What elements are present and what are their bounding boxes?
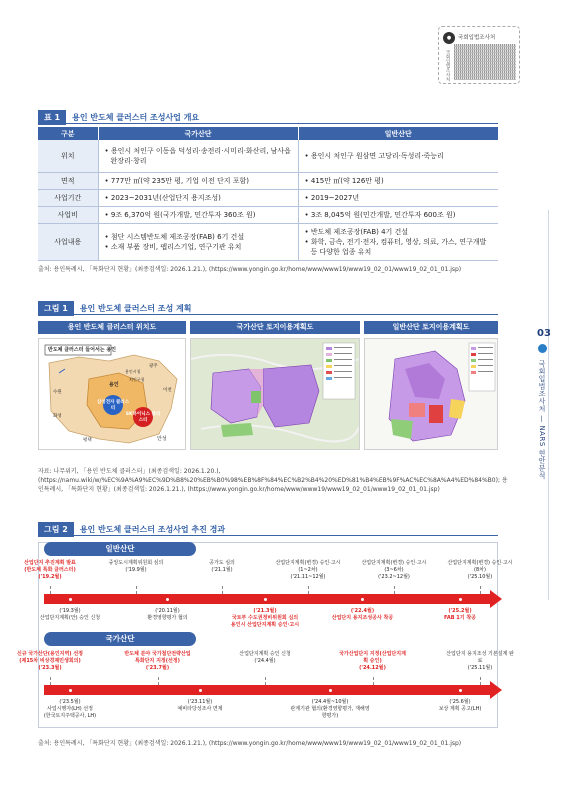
bullet-icon: • [104, 176, 111, 185]
map-pyeongtaek: 평택 [83, 438, 92, 443]
bullet-text: 반도체 제조공장(FAB) 4기 건설 [310, 227, 409, 236]
national-event-bottom: ('25.6월) 보상 계획 공고(LH) [438, 699, 482, 712]
national-milestone-dot-icon [328, 688, 333, 693]
map-cheoin-office: 처인구청 [129, 377, 145, 382]
chapter-running-title: 국회입법조사처 — NARS 현안분석 [538, 360, 546, 480]
bullet-icon: • [304, 193, 311, 202]
map-gwangju: 광주 [149, 364, 158, 369]
row-category: 면적 [38, 172, 98, 189]
general-milestone-dot-icon [263, 597, 268, 602]
table1-source: 출처: 용인특례시, 「특화단지 현황」(최종검색일: 2026.1.21.), (https://www.yongin.go.kr/home/www/www19/www19_02_01/www19_02_01_01.jsp) [38, 266, 462, 273]
row-category: 위치 [38, 140, 98, 172]
cell-national [98, 206, 298, 223]
bullet-icon: • [104, 193, 111, 202]
bullet-text: 3조 8,045억 원(민간개발, 민간투자 600조 원) [310, 210, 456, 219]
location-map [38, 338, 186, 450]
national-connector [158, 677, 159, 685]
general-connector [222, 586, 223, 594]
general-connector [394, 586, 395, 594]
figure1-tag: 그림 1 [38, 301, 74, 316]
national-milestone-dot-icon [68, 688, 73, 693]
general-complex-pill: 일반산단 [44, 542, 196, 556]
general-timeline-arrow-icon [490, 590, 502, 608]
bullet-text: 첨단 시스템반도체 제조공장(FAB) 6기 건설 [110, 232, 245, 241]
general-event-top: 산업단지 추진계획 발표 (반도체 특화 클러스터) ('19.2월) [24, 560, 76, 580]
bullet-text: 용인시 처인구 원삼면 고당리·독성리·죽능리 [310, 151, 444, 160]
national-event-bottom: ('24.4월~10월) 관계기관 협의(환경영향평가, 재해영향평가) [290, 699, 370, 719]
general-milestone-dot-icon [360, 597, 365, 602]
bullet-icon: • [104, 210, 111, 219]
cell-national [98, 140, 298, 172]
national-event-top: 산업단지 용지조성 기본설계 완료 ('25.11월) [446, 651, 514, 671]
national-milestone-dot-icon [458, 688, 463, 693]
overview-table [38, 127, 498, 261]
general-milestone-dot-icon [68, 597, 73, 602]
brand-side-text: 국회입법조사처 [445, 50, 450, 82]
nars-logo-icon: ● [443, 32, 455, 44]
cell-national [98, 172, 298, 189]
national-connector [265, 677, 266, 685]
figure2-tag: 그림 2 [38, 522, 74, 537]
bullet-icon: • [304, 176, 311, 185]
table1-tag: 표 1 [38, 110, 66, 125]
chapter-number: 03 [537, 328, 551, 339]
figure2-title: 용인 반도체 클러스터 조성사업 추진 경과 [79, 525, 226, 534]
bullet-item [103, 176, 294, 186]
cell-general [298, 206, 498, 223]
general-event-top: 산업단지계획(변경) 승인·고시 (3~6차) ('23.2~12월) [361, 560, 427, 580]
national-event-top: 신규 국가산단(용인지역) 선정 (제15차 비상경제민생회의) ('23.3월) [16, 651, 83, 671]
bullet-item [303, 210, 495, 220]
general-event-bottom: ('22.4월) 산업단지 용지조성공사 착공 [331, 608, 394, 621]
general-landuse-map [364, 338, 498, 450]
national-landuse-map [190, 338, 360, 450]
map-anseong: 안성 [157, 436, 167, 442]
bullet-text: 9조 6,370억 원(국가개발, 민간투자 360조 원) [110, 210, 256, 219]
national-event-top: 국가산업단지 지정(산업단지계획 승인) ('24.12월) [339, 651, 406, 671]
bullet-text: 화학, 금속, 전기·전자, 컴퓨터, 영상, 의료, 가스, 연구개발 등 다양한 업종 유치 [310, 237, 487, 256]
bullet-icon: • [304, 227, 311, 236]
bullet-icon: • [304, 151, 311, 160]
chapter-dot-icon [538, 344, 547, 353]
cell-national [98, 189, 298, 206]
sk-cluster-label: SK하이닉스 클러스터 [125, 412, 161, 423]
bullet-item [303, 193, 495, 203]
col-header-category: 구분 [38, 127, 98, 140]
bullet-item [103, 242, 294, 252]
general-event-top: 산업단지계획(변경) 승인·고시 (1~2차) ('21.11~12월) [275, 560, 341, 580]
national-event-top: 산업단지계획 승인 신청 ('24.4월) [239, 651, 291, 664]
national-connector [373, 677, 374, 685]
bullet-icon: • [104, 232, 111, 241]
national-timeline-bar [44, 685, 492, 695]
map-suwon: 수원 [53, 390, 62, 395]
general-timeline-bar [44, 594, 492, 604]
bullet-text: 415만 ㎡(약 126만 평) [310, 176, 384, 185]
table-row [38, 140, 498, 172]
general-event-bottom: ('20.11월) 환경영향평가 협의 [147, 608, 188, 621]
cell-national [98, 223, 298, 260]
row-category: 사업내용 [38, 223, 98, 260]
bullet-text: 2019~2027년 [310, 193, 360, 202]
side-divider [548, 210, 549, 600]
table-row [38, 189, 498, 206]
figure2-header [38, 522, 498, 536]
bullet-text: 777만 ㎡(약 235만 평, 기업 이전 단지 포함) [110, 176, 249, 185]
figure1-title: 용인 반도체 클러스터 조성 계획 [79, 304, 192, 313]
national-complex-pill: 국가산단 [44, 632, 196, 646]
bullet-text: 2023~2031년(산업단지 용지조성) [110, 193, 221, 202]
cell-general [298, 189, 498, 206]
table1-header [38, 110, 498, 124]
national-timeline-arrow-icon [490, 681, 502, 699]
national-event-bottom: ('23.5월) 사업시행자(LH) 선정 (한국토지주택공사, LH) [43, 699, 97, 719]
general-event-bottom: ('21.3월) 국토부 수도권정비위원회 심의 용인시 산업단지계획 승인·고시 [230, 608, 300, 628]
bullet-icon: • [104, 146, 111, 155]
bullet-item [303, 151, 495, 161]
general-milestone-dot-icon [165, 597, 170, 602]
general-connector [308, 586, 309, 594]
figure1-header [38, 301, 498, 315]
figure1-source: 자료: 나무위키, 「용인 반도체 클러스터」(최종검색일: 2026.1.20.), (https://namu.wiki/w/%EC%9A%A9%EC%9D%B8%20%EB%B0%98%EB%8F%84%EC%B2%B4%20%ED%81%B4%EB%9F%AC%EC%8A%A4%ED%84%B0); 용인특례시, 「특화단지 현황」(최종검색일: 2026.1.21.), (https://www.yongin.go.kr/home/www/www19/www19_02_01/www19_02_01_01.jsp) [38, 468, 508, 493]
bullet-item [303, 237, 495, 257]
general-event-top: 중앙도시계획위원회 심의 ('19.9월) [108, 560, 164, 573]
bullet-icon: • [104, 242, 111, 251]
col-header-national: 국가산단 [98, 127, 298, 140]
general-connector [136, 586, 137, 594]
cell-general [298, 223, 498, 260]
brand-name: 국회입법조사처 [458, 35, 496, 41]
general-connector [480, 586, 481, 594]
map-banner: 반도체 클러스터 들어서는 용인 [48, 347, 117, 353]
bullet-item [303, 227, 495, 237]
row-category: 사업기간 [38, 189, 98, 206]
figure2-source: 출처: 용인특례시, 「특화단지 현황」(최종검색일: 2026.1.21.), (https://www.yongin.go.kr/home/www/www19/www19_02_01/www19_02_01_01.jsp) [38, 740, 462, 747]
national-event-bottom: ('23.11월) 예비타당성조사 면제 [177, 699, 223, 712]
bullet-icon: • [304, 210, 311, 219]
general-event-bottom: ('19.3월) 산업단지계획(안) 승인 신청 [39, 608, 101, 621]
bullet-item [103, 193, 294, 203]
cell-general [298, 172, 498, 189]
general-event-top: 산업단지계획(변경) 승인·고시 (8차) ('25.10월) [447, 560, 513, 580]
panel-head-location: 용인 반도체 클러스터 위치도 [38, 321, 186, 334]
map-yongin: 용인 [109, 382, 119, 388]
map-hwaseong: 화성 [53, 414, 62, 419]
bullet-text: 소재 부품 장비, 팹리스기업, 연구기관 유치 [110, 242, 242, 251]
bullet-item [103, 146, 294, 166]
table-row [38, 223, 498, 260]
general-milestone-dot-icon [458, 597, 463, 602]
col-header-general: 일반산단 [298, 127, 498, 140]
table1-title: 용인 반도체 클러스터 조성사업 개요 [72, 113, 200, 122]
bullet-item [103, 232, 294, 242]
row-category: 사업비 [38, 206, 98, 223]
qr-code-icon[interactable] [454, 44, 516, 80]
table-row [38, 172, 498, 189]
national-cluster-label: 삼성전자 클러스터 [97, 400, 129, 411]
bullet-icon: • [304, 237, 311, 246]
general-event-bottom: ('25.2월) FAB 1기 착공 [444, 608, 476, 621]
general-connector [50, 586, 51, 594]
bullet-item [303, 176, 495, 186]
panel-head-general: 일반산단 토지이용계획도 [364, 321, 498, 334]
bullet-text: 용인시 처인구 이동읍 덕성리·송전리·시미리·화산리, 남사읍 완장리·창리 [110, 146, 291, 165]
national-connector [480, 677, 481, 685]
national-event-top: 반도체 분야 국가첨단전략산업 특화단지 지정(선정) ('23.7월) [124, 651, 191, 671]
map-yongin-cityhall: 용인시청 [125, 369, 141, 374]
table-row [38, 206, 498, 223]
map-icheon: 이천 [163, 388, 172, 393]
national-connector [50, 677, 51, 685]
panel-head-national: 국가산단 토지이용계획도 [190, 321, 360, 334]
general-event-top: 공가도 심의 ('21.1월) [209, 560, 235, 573]
national-milestone-dot-icon [198, 688, 203, 693]
cell-general [298, 140, 498, 172]
bullet-item [103, 210, 294, 220]
